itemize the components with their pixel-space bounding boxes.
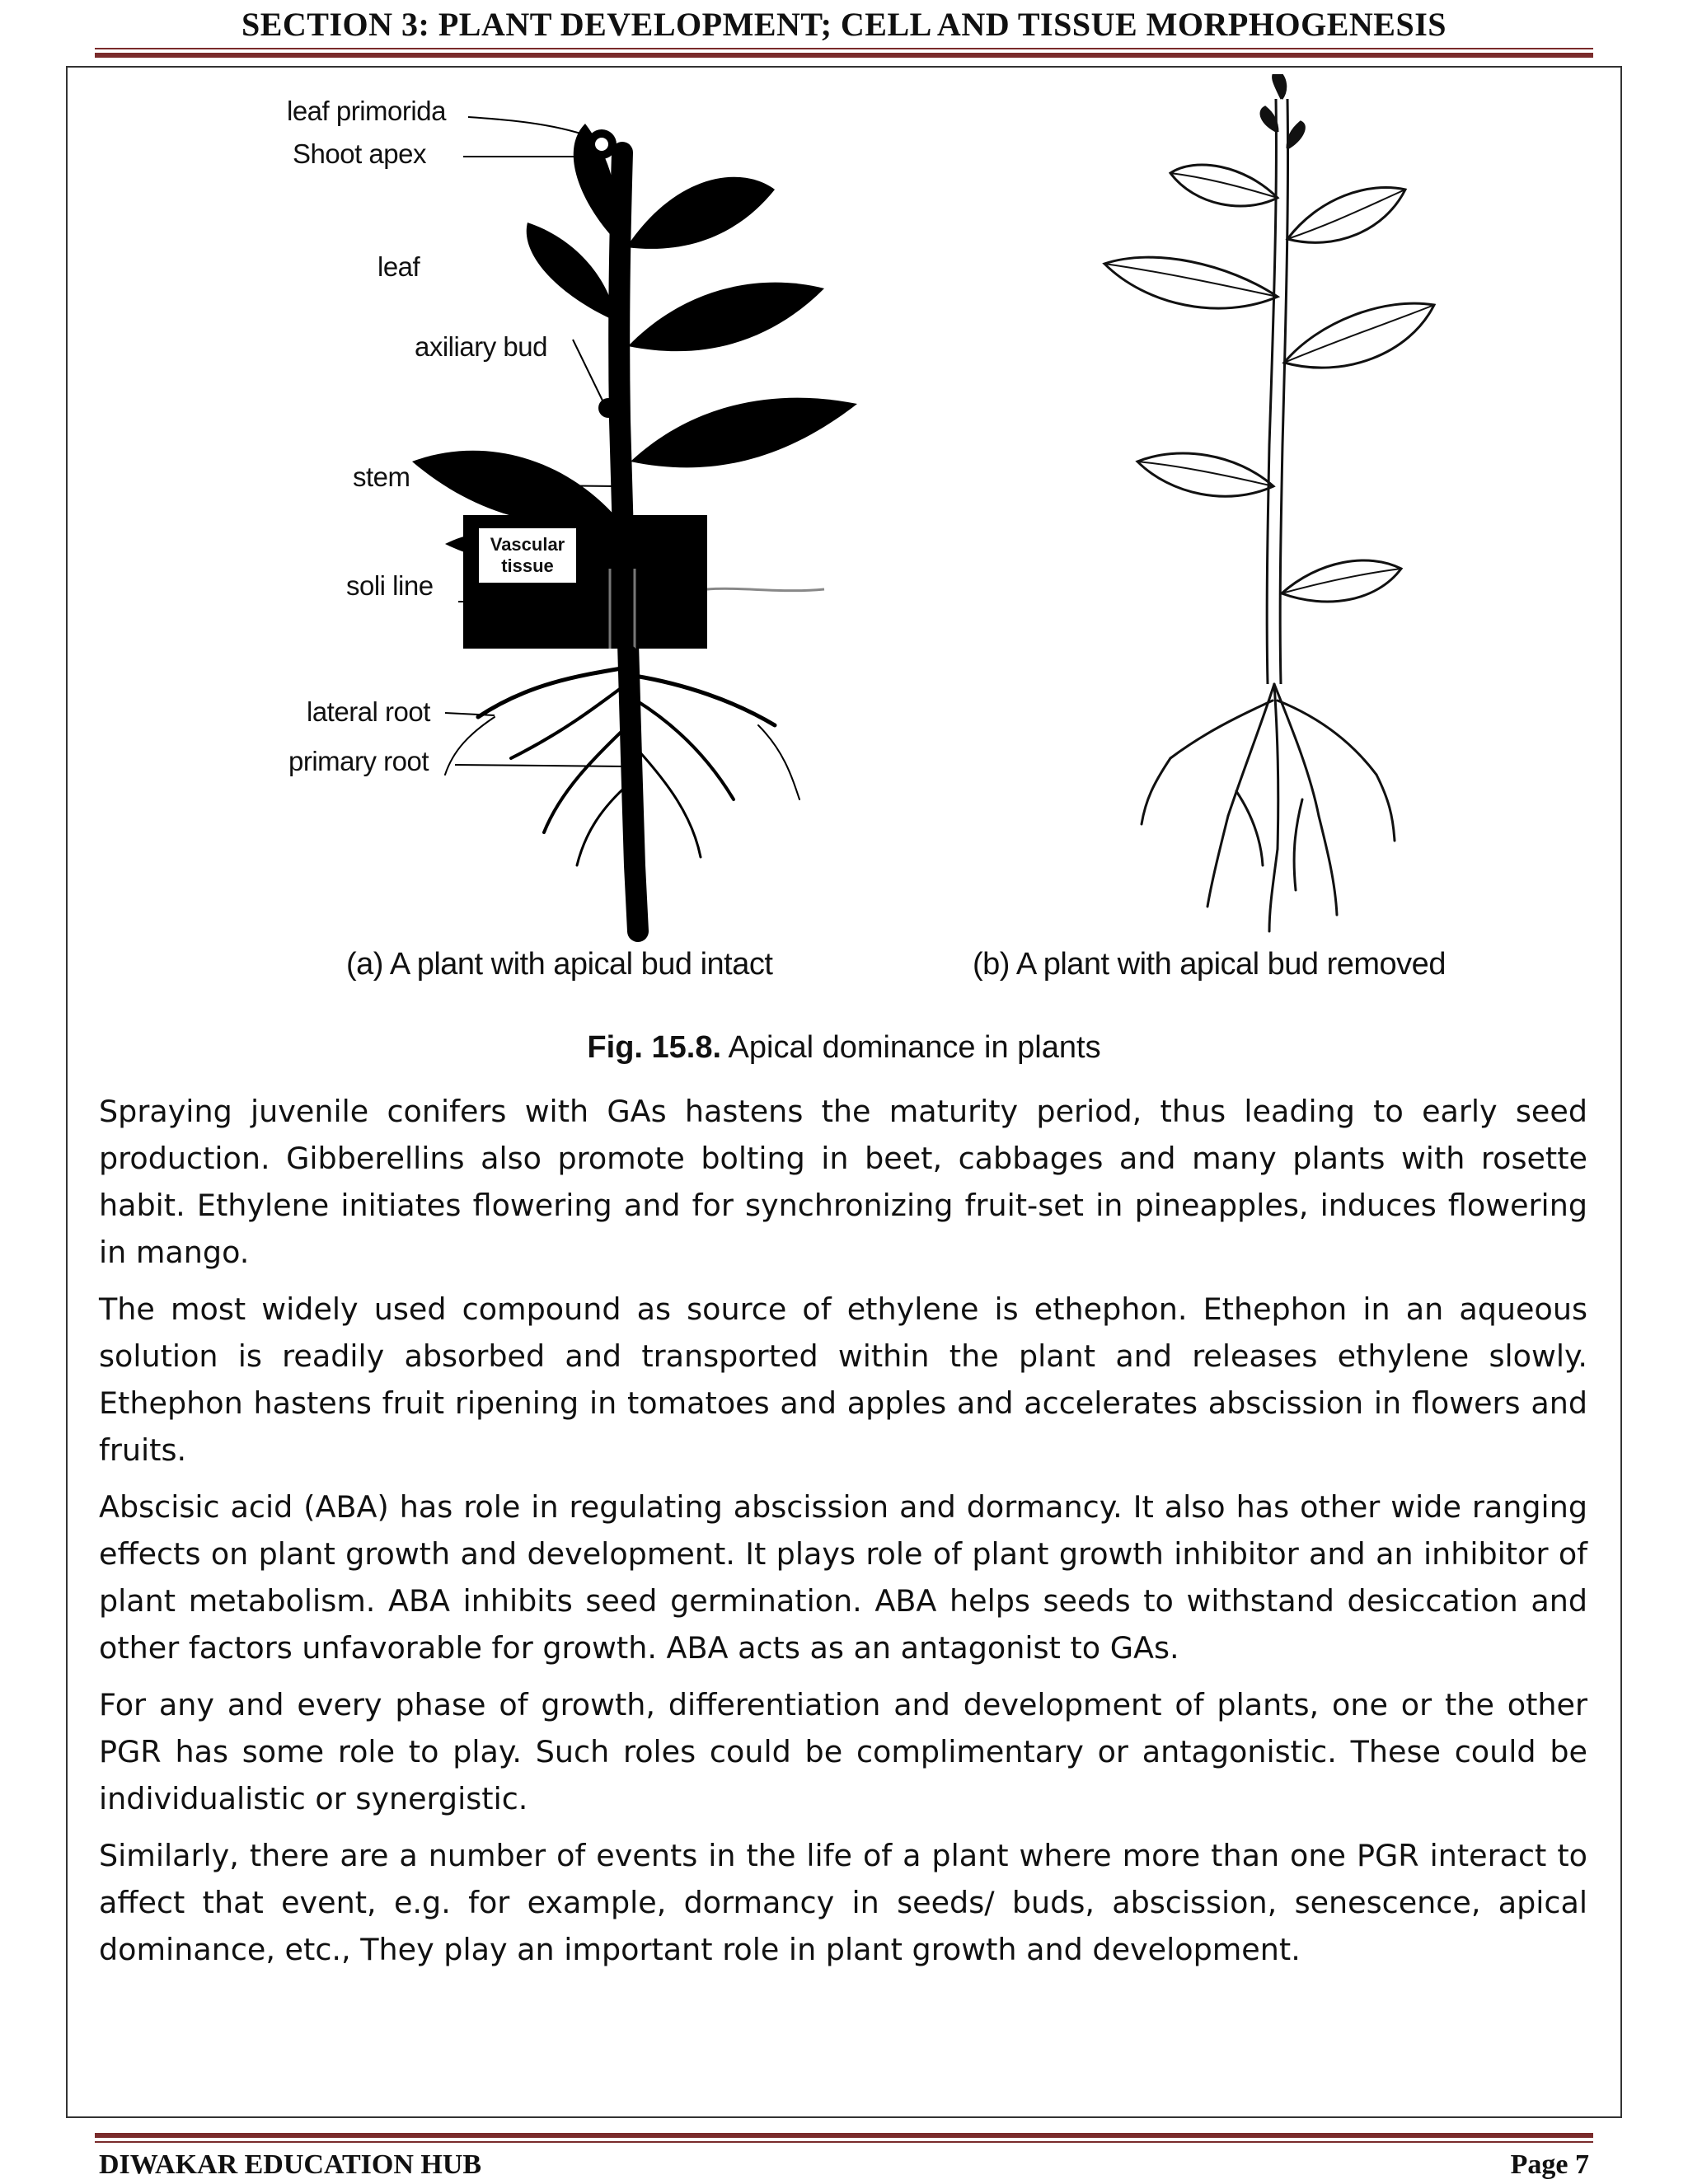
paragraph-4: For any and every phase of growth, differentiation and development of plants, one or the other PGR has some role to play. Such roles could be complimentary or antagonistic. These could be individualistic or synergistic. (99, 1687, 1587, 1816)
figure-label-leaf: leaf (377, 251, 420, 282)
figure-label-primary-root: primary root (288, 746, 429, 776)
figure-label-lateral-root: lateral root (307, 696, 430, 727)
figure-label-leaf-primordia: leaf primorida (287, 96, 446, 126)
figure-title (0, 1030, 1688, 1066)
figure-title-text: Apical dominance in plants (728, 1030, 1101, 1065)
paragraph-2: The most widely used compound as source of ethylene is ethephon. Ethephon in an aqueous solution is readily absorbed and transported within the plant and releases ethylene slowly. Ethephon hastens fruit ripening in tomatoes and apples and accelerates abscission in flowers and fruits. (99, 1291, 1587, 1468)
figure-caption-a: (a) A plant with apical bud intact (346, 947, 773, 982)
figure-number: Fig. 15.8. (587, 1030, 722, 1065)
plant-a-illustration (287, 96, 857, 931)
page-header-title: SECTION 3: PLANT DEVELOPMENT; CELL AND TISSUE MORPHOGENESIS (241, 6, 1447, 43)
footer-rule-thin (95, 2141, 1593, 2143)
figure-label-axillary-bud: axiliary bud (415, 331, 547, 362)
figure-label-shoot-apex: Shoot apex (293, 138, 426, 169)
body-text (99, 1088, 1587, 1983)
header-rule-thin (95, 48, 1593, 49)
footer-publisher: DIWAKAR EDUCATION HUB (99, 2149, 482, 2180)
figure-label-soil-line: soli line (346, 570, 434, 601)
figure-label-stem: stem (353, 462, 410, 492)
footer-rule-thick (95, 2133, 1593, 2138)
footer-page-number: Page 7 (1510, 2149, 1589, 2180)
apical-dominance-figure (247, 74, 1533, 1014)
figure-caption-b: (b) A plant with apical bud removed (973, 947, 1446, 982)
plant-b-illustration (1104, 74, 1434, 931)
paragraph-5: Similarly, there are a number of events in the life of a plant where more than one PGR interact to affect that event, e.g. for example, dormancy in seeds/ buds, abscission, senescence, apical dominance, etc., They play an important role in plant growth and development. (99, 1838, 1587, 1967)
header-rule-thick (95, 53, 1593, 58)
paragraph-1: Spraying juvenile conifers with GAs hastens the maturity period, thus leading to early seed production. Gibberellins also promote bolting in beet, cabbages and many plants with rosette habit. Ethylene initiates flowering and for synchronizing fruit-set in pineapples, induces flowering in mango. (99, 1094, 1587, 1270)
figure-label-vascular-2: tissue (501, 555, 554, 576)
paragraph-3: Abscisic acid (ABA) has role in regulating abscission and dormancy. It also has other wide ranging effects on plant growth and development. It plays role of plant growth inhibitor and an inhibitor of plant metabolism. ABA inhibits seed germination. ABA helps seeds to withstand desiccation and other factors unfavorable for growth. ABA acts as an antagonist to GAs. (99, 1489, 1587, 1666)
figure-label-vascular-1: Vascular (490, 534, 565, 555)
